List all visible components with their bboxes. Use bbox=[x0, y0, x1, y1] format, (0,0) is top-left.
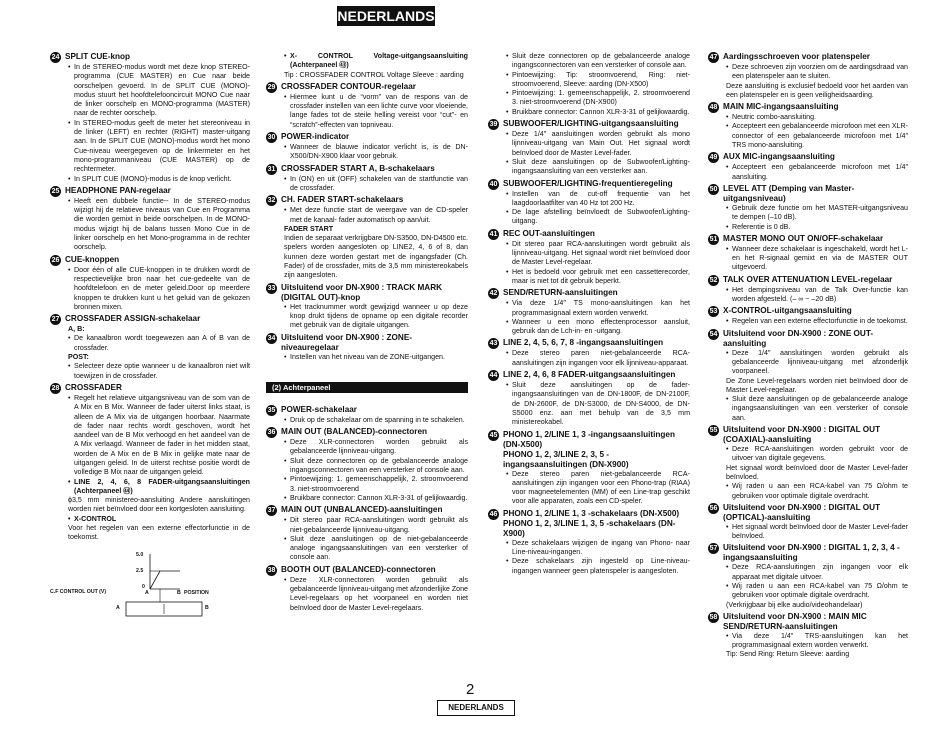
bullet-item: • De lage afstelling beïnvloedt de Subwoofer/Lighting-uitgang. bbox=[506, 208, 690, 227]
bullet-item: • Met deze functie start de weergave van de CD-speler met de kanaal- fader automatisch op aan/uit. bbox=[284, 206, 468, 225]
bullet-item: • Referentie is 0 dB. bbox=[726, 223, 908, 232]
bullet-item: • Pintoewijzing: 1. gemeenschappelijk, 2. stroomvoerend 3. niet-stroomvoerend (DN-X900) bbox=[506, 89, 690, 108]
bullet-item: • In de STEREO-modus wordt met deze knop STEREO-programma (CUE MASTER) en Cue naar beide oorschelpen gevoerd. In de SPLIT CUE (MONO)-modus stuurt het hoofdtelefooncircuit MONO Cue naar de linker oorschelp en MONO-programma (MASTER) naar de rechter oorschelp. bbox=[68, 63, 250, 119]
paragraph: (Verkrijgbaar bij elke audio/videohandelaar) bbox=[726, 600, 863, 609]
bullet-item: • Deze RCA-aansluitingen zijn ingangen voor elk apparaat met digitale uitvoer. bbox=[726, 563, 908, 582]
label-a-side: A bbox=[116, 604, 120, 611]
tick-0: 0 bbox=[142, 583, 145, 590]
section-title bbox=[708, 612, 908, 632]
paragraph: Indien de separaat verkrijgbare DN-S3500, DN-D4500 etc. spelers worden aangesloten op LINE2, 4, 6 of 8, dan kunnen deze worden gestart met de ingangsfader (Ch. Fader) of de crossfader, mits de 3,5 mm ministereokabels zijn aangesloten. bbox=[284, 234, 468, 280]
section-title-text: REC OUT-aansluitingen bbox=[503, 228, 595, 238]
section-number-badge: 32 bbox=[267, 197, 276, 205]
bullet-item: • Deze schakelaars wijzigen de ingang van Phono- naar Line-niveau-ingangen. bbox=[506, 539, 690, 558]
paragraph: Voor het regelen van een externe effectorfunctie in de toekomst. bbox=[68, 524, 250, 542]
section-number-badge: 37 bbox=[267, 507, 276, 515]
section-title bbox=[708, 543, 908, 563]
section-cont bbox=[266, 52, 468, 80]
section-title bbox=[266, 283, 468, 303]
section-number-badge: 55 bbox=[709, 427, 718, 435]
sub-heading: FADER START bbox=[284, 224, 334, 233]
section-title-text: Uitsluitend voor DN-X900 : ZONE-niveauregelaar bbox=[281, 332, 413, 352]
bullet-item: • Deze stereo paren niet-gebalanceerde RCA-aansluitingen zijn ingangen voor een Phono-trap (RIAA) voor magneetelementen (MM) of een Line-trap geschikt voor alle apparaten, zoals een CD-speler. bbox=[506, 470, 690, 507]
section-47 bbox=[708, 52, 908, 100]
section-title bbox=[266, 164, 468, 175]
section-title bbox=[708, 306, 908, 317]
section-title bbox=[266, 505, 468, 516]
section-30 bbox=[266, 132, 468, 162]
section-36 bbox=[266, 427, 468, 503]
section-title-text: LEVEL ATT (Demping van Master-uitgangsniveau) bbox=[723, 183, 855, 203]
section-title bbox=[708, 234, 908, 245]
section-44 bbox=[488, 370, 690, 427]
bullet-item: • Heeft een dubbele functie-- In de STEREO-modus wijzigt hij de relatieve niveaus van Cue en Programma die worden gemixt in beide oorschelpen. In de MONO-modus wijzigt hij de balans tussen Mono Cue in de linker oorschelp en het Mono-programma in de rechter oorschelp. bbox=[68, 197, 250, 253]
section-title bbox=[488, 119, 690, 130]
section-title-text: Uitsluitend voor DN-X900 : MAIN MIC SEND/RETURN-aansluitingen bbox=[723, 611, 867, 631]
section-title bbox=[488, 179, 690, 190]
bullet-item: • Dit stereo paar RCA-aansluitingen wordt gebruikt als lijnniveau-uitgang. Het signaal wordt niet beïnvloed door de Master Level-regelaar. bbox=[506, 240, 690, 268]
section-title-text: MAIN MIC-ingangsaansluiting bbox=[723, 102, 839, 112]
section-cont bbox=[488, 52, 690, 117]
bullet-item: • De kanaalbron wordt toegewezen aan A of B van de crossfader. bbox=[68, 334, 250, 353]
bullet-item: • Wanneer de blauwe indicator verlicht is, is de DN-X500/DN-X900 klaar voor gebruik. bbox=[284, 143, 468, 162]
section-number-badge: 25 bbox=[51, 187, 60, 195]
section-title bbox=[488, 288, 690, 299]
section-27 bbox=[50, 314, 250, 381]
section-number-badge: 31 bbox=[267, 165, 276, 173]
section-53 bbox=[708, 306, 908, 326]
bullet-item: • Druk op de schakelaar om de spanning in te schakelen. bbox=[284, 416, 468, 425]
section-title-text: LINE 2, 4, 5, 6, 7, 8 -ingangsaansluitingen bbox=[503, 338, 664, 348]
section-38 bbox=[266, 565, 468, 613]
bullet-item: • Bruikbare connector: Cannon XLR-3-31 of gelijkwaardig. bbox=[284, 494, 468, 503]
section-25 bbox=[50, 186, 250, 253]
section-title bbox=[50, 314, 250, 325]
section-title bbox=[708, 503, 908, 523]
section-28 bbox=[50, 383, 250, 543]
bullet-item: • Deze RCA-aansluitingen worden gebruikt voor de uitvoer van digitale gegevens. bbox=[726, 445, 908, 464]
section-title-text: AUX MIC-ingangsaansluiting bbox=[723, 152, 835, 162]
bullet-item: • Het is bedoeld voor gebruik met een cassetterecorder, maar is niet tot dit gebruik beperkt. bbox=[506, 268, 690, 287]
section-title bbox=[488, 229, 690, 240]
section-title-text: Uitsluitend voor DN-X900 : DIGITAL 1, 2, 3, 4 -ingangsaansluiting bbox=[723, 543, 900, 563]
section-29 bbox=[266, 82, 468, 130]
bullet-item: • Deze schakelaars zijn ingesteld op Line-niveau-ingangen wanneer geen platenspeler is aangesloten. bbox=[506, 557, 690, 576]
section-title-text: SEND/RETURN-aansluitingen bbox=[503, 288, 618, 298]
section-number-badge: 35 bbox=[267, 406, 276, 414]
section-number-badge: 46 bbox=[489, 510, 498, 518]
section-number-badge: 38 bbox=[267, 566, 276, 574]
section-title-text: MAIN OUT (BALANCED)-connectoren bbox=[281, 427, 428, 437]
section-number-badge: 45 bbox=[489, 431, 498, 439]
section-number-badge: 54 bbox=[709, 330, 718, 338]
section-number-badge: 30 bbox=[267, 134, 276, 142]
section-title bbox=[266, 405, 468, 416]
section-title-text: CROSSFADER ASSIGN-schakelaar bbox=[65, 314, 201, 324]
footer-language-label: NEDERLANDS bbox=[437, 700, 515, 716]
paragraph: Deze aansluiting is exclusief bedoeld voor het aarden van een platenspeler en is geen veiligheidsaarding. bbox=[726, 81, 908, 99]
section-title-text: TALK OVER ATTENUATION LEVEL-regelaar bbox=[723, 274, 893, 284]
bullet-item: • Dit stereo paar RCA-aansluitingen wordt gebruikt als niet-gebalanceerde lijnniveau-uitgang. bbox=[284, 516, 468, 535]
section-title-text: SUBWOOFER/LIGHTING-frequentieregeling bbox=[503, 178, 673, 188]
section-title-text: MAIN OUT (UNBALANCED)-aansluitingen bbox=[281, 505, 443, 515]
column-1 bbox=[50, 52, 250, 634]
section-49 bbox=[708, 152, 908, 182]
section-number-badge: 43 bbox=[489, 340, 498, 348]
language-header: NEDERLANDS bbox=[337, 8, 435, 24]
section-title-text: HEADPHONE PAN-regelaar bbox=[65, 185, 171, 195]
bullet-item: • Sluit deze aansluitingen op de Subwoofer/Lighting-ingangsaansluiting van een versterker aan. bbox=[506, 158, 690, 177]
section-title bbox=[708, 52, 908, 63]
section-number-badge: 53 bbox=[709, 308, 718, 316]
section-title bbox=[488, 430, 690, 470]
section-bar: (2) Achterpaneel bbox=[266, 382, 468, 393]
section-52 bbox=[708, 275, 908, 305]
section-number-badge: 36 bbox=[267, 429, 276, 437]
section-title bbox=[266, 333, 468, 353]
section-42 bbox=[488, 288, 690, 336]
page-number: 2 bbox=[466, 681, 475, 698]
bullet-item: • Deze 1/4″ aansluitingen worden gebruikt als mono lijnniveau-uitgang van Main Out. Het signaal wordt beïnvloed door de Master Level-fader. bbox=[506, 130, 690, 158]
bullet-item: • Bruikbare connector: Cannon XLR-3-31 of gelijkwaardig. bbox=[506, 108, 690, 117]
section-title bbox=[708, 152, 908, 163]
section-title-text: MASTER MONO OUT ON/OFF-schakelaar bbox=[723, 233, 884, 243]
bullet-item: • Sluit deze aansluitingen op de gebalanceerde analoge ingangsaansluitingen van een versterker of console aan. bbox=[726, 395, 908, 423]
label-position: POSITION bbox=[184, 589, 209, 596]
diagram-ylabel: C.F CONTROL OUT (V) bbox=[50, 588, 107, 595]
paragraph: Het signaal wordt beïnvloed door de Master Level-fader beïnvloed. bbox=[726, 463, 908, 481]
label-a-top: A bbox=[145, 589, 149, 596]
bullet-item: • Het tracknummer wordt gewijzigd wanneer u op deze knop drukt tijdens de opname op een digitale recorder met gebruik van de digitale uitgangen. bbox=[284, 303, 468, 331]
section-number-badge: 41 bbox=[489, 230, 498, 238]
section-number-badge: 29 bbox=[267, 83, 276, 91]
section-title bbox=[488, 509, 690, 539]
bullet-item: • In SPLIT CUE (MONO)-modus is de knop verlicht. bbox=[68, 175, 250, 184]
section-title bbox=[708, 102, 908, 113]
section-title-text: Uitsluitend voor DN-X900 : ZONE OUT-aansluiting bbox=[723, 328, 874, 348]
section-number-badge: 24 bbox=[51, 54, 60, 61]
bullet-item: • Instellen van het niveau van de ZONE-uitgangen. bbox=[284, 353, 468, 362]
section-title bbox=[266, 82, 468, 93]
section-58 bbox=[708, 612, 908, 660]
section-title-text: CROSSFADER START A, B-schakelaars bbox=[281, 163, 435, 173]
section-title-text: X-CONTROL-uitgangsaansluiting bbox=[723, 306, 852, 316]
tick-5: 5.0 bbox=[136, 551, 144, 558]
column-4 bbox=[708, 52, 908, 662]
section-title-text: Aardingsschroeven voor platenspeler bbox=[723, 52, 870, 61]
section-title-text: CUE-knoppen bbox=[65, 254, 120, 264]
section-title-text: Uitsluitend voor DN-X900 : DIGITAL OUT (OPTICAL)-aansluiting bbox=[723, 502, 881, 522]
section-title bbox=[50, 255, 250, 266]
section-33 bbox=[266, 283, 468, 331]
section-title-text: CH. FADER START-schakelaars bbox=[281, 195, 404, 205]
section-title bbox=[708, 275, 908, 286]
section-title bbox=[266, 195, 468, 206]
section-number-badge: 49 bbox=[709, 154, 718, 162]
label-b-top: B bbox=[177, 589, 181, 596]
bullet-item: • Deze XLR-connectoren worden gebruikt als gebalanceerde lijnniveau-uitgang met afzonderlijke Zone Level-regelaars op het voorpaneel en worden niet beïnvloed door de Master Level-regelaars. bbox=[284, 576, 468, 613]
bullet-item: • Wij raden u aan een RCA-kabel van 75 Ω/ohm te gebruiken voor optimale digitale overdracht. bbox=[726, 582, 908, 601]
bullet-item: • Door één of alle CUE-knoppen in te drukken wordt de respectievelijke bron naar het cue-gedeelte van de hoofdtelefoon en de meter geleid.Door op meerdere knoppen te drukken kunt u het geluid van de gekozen bronnen mixen. bbox=[68, 266, 250, 312]
column-3 bbox=[488, 52, 690, 578]
bullet-item: • Via deze 1/4″ TS mono-aansluitingen kan het programmasignaal extern worden verwerkt. bbox=[506, 299, 690, 318]
section-number-badge: 28 bbox=[51, 384, 60, 392]
section-title-text: PHONO 1, 2/LINE 1, 3 -schakelaars (DN-X500) bbox=[503, 508, 680, 518]
section-title bbox=[266, 565, 468, 576]
section-number-badge: 42 bbox=[489, 290, 498, 298]
bullet-item: • Instellen van de cut-off frequentie van het laagdoorlaatfilter van 40 Hz tot 200 Hz. bbox=[506, 190, 690, 209]
bullet-item: • Accepteert een gebalanceerde microfoon met een XLR-connector of een gebalanceerde microfoon met 1/4″ TRS mono-aansluiting. bbox=[726, 122, 908, 150]
section-title-text: POWER-schakelaar bbox=[281, 404, 357, 414]
section-title bbox=[50, 383, 250, 394]
section-48 bbox=[708, 102, 908, 150]
section-title-text: Uitsluitend voor DN-X900 : TRACK MARK (DIGITAL OUT)-knop bbox=[281, 282, 443, 302]
section-34 bbox=[266, 333, 468, 362]
paragraph: ϕ3,5 mm ministereo-aansluiting Andere aansluitingen worden niet beïnvloed door een kortgesloten aansluiting. bbox=[68, 496, 250, 514]
bullet-item: • Deze stereo paren niet-gebalanceerde RCA-aansluitingen zijn ingangen voor elk lijnniveau-apparaat. bbox=[506, 349, 690, 368]
section-26 bbox=[50, 255, 250, 312]
section-title-text: Uitsluitend voor DN-X900 : DIGITAL OUT (COAXIAL)-aansluiting bbox=[723, 425, 881, 445]
bullet-item: • Sluit deze aansluitingen op de fader-ingangsaansluitingen van de DN-1800F, de DN-2100F, de DN-2600F, de DN-S3000, de DN-S4000, de DN-S5000 enz. aan met behulp van de 3,5 mm ministereokabel. bbox=[506, 381, 690, 427]
section-number-badge: 57 bbox=[709, 545, 718, 553]
section-title bbox=[708, 184, 908, 204]
section-title-text: SPLIT CUE-knop bbox=[65, 52, 131, 61]
bullet-item: • Accepteert een gebalanceerde microfoon met 1/4″ aansluiting. bbox=[726, 163, 908, 182]
section-number-badge: 51 bbox=[709, 235, 718, 243]
section-title-text: PHONO 1, 2/LINE 1, 3 -ingangsaansluitingen (DN-X500) bbox=[503, 429, 675, 449]
section-title-text: CROSSFADER CONTOUR-regelaar bbox=[281, 81, 416, 91]
section-number-badge: 47 bbox=[709, 54, 718, 61]
section-57 bbox=[708, 543, 908, 609]
sub-heading: A, B: bbox=[68, 325, 85, 334]
bullet-item: • Hiermee kunt u de “vorm” van de respons van de crossfader instellen van een lichte curve voor vloeiende, lange fades tot de steile helling vereist voor “cut”- en “scratch”-effecten van topniveau. bbox=[284, 93, 468, 130]
section-number-badge: 33 bbox=[267, 284, 276, 292]
bullet-item: • Regelt het relatieve uitgangsniveau van de som van de A Mix en B Mix. Wanneer de fader uiterst links staat, is alleen de A Mix via de uitgangen hoorbaar. Naarmate de fader naar rechts wordt geschoven, wordt het aandeel van de B Mix verhoogd en het aandeel van de A Mix verlaagd. Wanneer de fader in het midden staat, worden de A Mix en de B Mix in gelijke mate naar de uitgangen geleid. In de uiterst rechtse positie wordt de volledige B Mix naar de uitgangen geleid. bbox=[68, 394, 250, 478]
section-37 bbox=[266, 505, 468, 562]
section-number-badge: 44 bbox=[489, 372, 498, 380]
section-54 bbox=[708, 329, 908, 423]
section-50 bbox=[708, 184, 908, 232]
bullet-item: • Deze schroeven zijn voorzien om de aardingsdraad van een platenspeler aan te sluiten. bbox=[726, 63, 908, 82]
section-title-text-2: PHONO 1, 2, 3/LINE 1, 3, 5 -schakelaars (DN-X900) bbox=[503, 518, 676, 538]
section-number-badge: 27 bbox=[51, 316, 60, 324]
section-title bbox=[488, 338, 690, 349]
section-35 bbox=[266, 405, 468, 425]
section-title-text: SUBWOOFER/LIGHTING-uitgangsaansluiting bbox=[503, 119, 679, 129]
bullet-item: • Pintoewijzing: 1. gemeenschappelijk, 2. stroomvoerend 3. niet-stroomvoerend bbox=[284, 475, 468, 494]
bullet-item: • Wanneer deze schakelaar is ingeschakeld, wordt het L- en het R-signaal gemixt en via de MASTER OUT uitgevoerd. bbox=[726, 245, 908, 273]
bullet-item: • Selecteer deze optie wanneer u de kanaalbron niet wilt toewijzen in de crossfader. bbox=[68, 362, 250, 381]
sub-heading: POST: bbox=[68, 353, 89, 362]
bullet-item: • Regelen van een externe effectorfunctie in de toekomst. bbox=[726, 317, 908, 326]
bullet-item: • Wanneer u een mono effectenprocessor aansluit, gebruik dan de Lch-in- en -uitgang. bbox=[506, 318, 690, 337]
section-56 bbox=[708, 503, 908, 542]
section-number-badge: 26 bbox=[51, 256, 60, 264]
bullet-item: • Het signaal wordt beïnvloed door de Master Level-fader beïnvloed. bbox=[726, 523, 908, 542]
section-number-badge: 34 bbox=[267, 334, 276, 342]
section-title bbox=[266, 132, 468, 143]
section-51 bbox=[708, 234, 908, 273]
section-title-text-2: PHONO 1, 2, 3/LINE 2, 3, 5 -ingangsaansluitingen (DN-X900) bbox=[503, 449, 629, 469]
section-title-text: BOOTH OUT (BALANCED)-connectoren bbox=[281, 564, 436, 574]
crossfader-curve-diagram bbox=[50, 549, 230, 634]
section-number-badge: 56 bbox=[709, 504, 718, 512]
section-title bbox=[708, 425, 908, 445]
bullet-item: • Sluit deze connectoren op de gebalanceerde analoge ingangsconnectoren van een versterker of console aan. bbox=[284, 457, 468, 476]
section-title bbox=[266, 427, 468, 438]
bullet-item: • Deze 1/4″ aansluitingen worden gebruikt als gebalanceerde lijnniveau-uitgang met afzonderlijk voorpaneel. bbox=[726, 349, 908, 377]
section-title-text: POWER-indicator bbox=[281, 132, 350, 142]
paragraph: Tip: Send Ring: Return Sleeve: aarding bbox=[726, 650, 850, 659]
section-number-badge: 48 bbox=[709, 104, 718, 112]
section-43 bbox=[488, 338, 690, 368]
bullet-item: • Wij raden u aan een RCA-kabel van 75 Ω/ohm te gebruiken voor optimale digitale overdracht. bbox=[726, 482, 908, 501]
bullet-item: • X- CONTROL Voltage-uitgangsaansluiting (Achterpaneel ㊸) bbox=[284, 52, 468, 71]
section-title bbox=[488, 370, 690, 381]
section-46 bbox=[488, 509, 690, 576]
section-number-badge: 52 bbox=[709, 276, 718, 284]
section-number-badge: 58 bbox=[709, 613, 718, 621]
paragraph: Tip : CROSSFADER CONTROL Voltage Sleeve : aarding bbox=[284, 70, 464, 79]
bullet-item: • In (ON) en uit (OFF) schakelen van de startfunctie van de crossfader. bbox=[284, 175, 468, 194]
label-b-side: B bbox=[205, 604, 209, 611]
section-number-badge: 50 bbox=[709, 185, 718, 193]
section-number-badge: 39 bbox=[489, 121, 498, 129]
section-31 bbox=[266, 164, 468, 194]
section-55 bbox=[708, 425, 908, 501]
bullet-item: • LINE 2, 4, 6, 8 FADER-uitgangsaansluitingen (Achterpaneel ㊹) bbox=[68, 478, 250, 497]
section-title bbox=[50, 186, 250, 197]
bullet-item: • Via deze 1/4″ TRS-aansluitingen kan het programmasignaal extern worden verwerkt. bbox=[726, 632, 908, 651]
column-2 bbox=[266, 52, 468, 615]
section-title bbox=[50, 52, 250, 63]
bullet-item: • Het dempingsniveau van de Talk Over-functie kan worden afgesteld. (– ∞ ~ –20 dB) bbox=[726, 286, 908, 305]
section-number-badge: 40 bbox=[489, 180, 498, 188]
section-40 bbox=[488, 179, 690, 227]
section-39 bbox=[488, 119, 690, 176]
section-32 bbox=[266, 195, 468, 280]
section-41 bbox=[488, 229, 690, 286]
bullet-item: • Deze XLR-connectoren worden gebruikt als gebalanceerde lijnniveau-uitgang. bbox=[284, 438, 468, 457]
bullet-item: • In STEREO-modus geeft de meter het stereoniveau in de linker (LEFT) en rechter (RIGHT) master-uitgang aan. In de SPLIT CUE (MONO)-modus wordt het mono Cue-niveau weergegeven op de linkermeter en het mono-programmaniveau (CUE MASTER) op de rechtermeter. bbox=[68, 119, 250, 175]
section-24 bbox=[50, 52, 250, 184]
bullet-item: • Sluit deze connectoren op de gebalanceerde analoge ingangsconnectoren van een versterker of console aan. bbox=[506, 52, 690, 71]
section-45 bbox=[488, 430, 690, 507]
section-title-text: CROSSFADER bbox=[65, 382, 122, 392]
section-title bbox=[708, 329, 908, 349]
bullet-item: • Sluit deze aansluitingen op de niet-gebalanceerde analoge ingangsaansluitingen van een versterker of console aan. bbox=[284, 535, 468, 563]
paragraph: De Zone Level-regelaars worden niet beïnvloed door de Master Level-regelaar. bbox=[726, 376, 908, 394]
bullet-item: • Gebruik deze functie om het MASTER-uitgangsniveau te dempen (–10 dB). bbox=[726, 204, 908, 223]
section-title-text: LINE 2, 4, 6, 8 FADER-uitgangsaansluitingen bbox=[503, 370, 676, 380]
bullet-item: • X-CONTROL bbox=[68, 515, 250, 524]
bullet-item: • Pintoewijzing: Tip: stroomvoerend, Ring: niet-stroomvoerend, Sleeve: aarding (DN-X500) bbox=[506, 71, 690, 90]
tick-2-5: 2.5 bbox=[136, 567, 144, 574]
bullet-item: • Neutric combo-aansluiting. bbox=[726, 113, 908, 122]
